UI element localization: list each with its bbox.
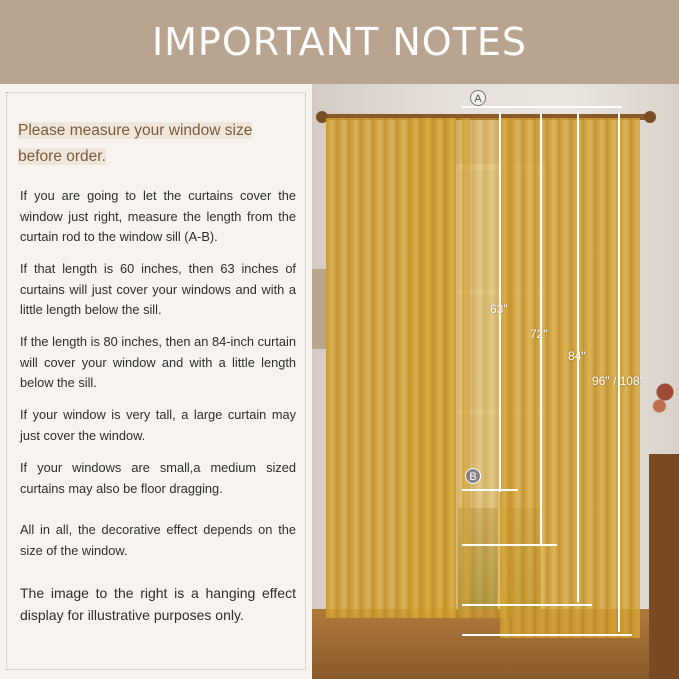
- right-curtain-sheer-edge: [462, 118, 512, 618]
- measure-line-96-108: [618, 112, 620, 632]
- page-title: IMPORTANT NOTES: [151, 20, 528, 64]
- marker-b: B: [465, 468, 481, 484]
- flower-vase: [651, 364, 679, 434]
- subheading-line-2: before order.: [18, 148, 106, 165]
- measure-line-floor: [462, 634, 632, 636]
- rod-finial-right: [644, 111, 656, 123]
- measure-line-top: [462, 106, 622, 108]
- notes-subheading: [18, 118, 303, 170]
- note-paragraph: If your window is very tall, a large curtain may just cover the window.: [20, 407, 296, 443]
- measure-line-sill: [462, 489, 518, 491]
- measure-line-72-end: [462, 544, 557, 546]
- notes-panel: [0, 84, 312, 679]
- label-72: 72": [530, 327, 548, 341]
- subheading-line-1: Please measure your window size: [18, 122, 253, 139]
- note-paragraph: The image to the right is a hanging effect display for illustrative purposes only.: [20, 585, 296, 623]
- label-96-108: 96" / 108": [592, 374, 644, 388]
- note-paragraph: If the length is 80 inches, then an 84-inch curtain will cover your window and with a little length below the sill.: [20, 334, 296, 390]
- note-paragraph: If your windows are small,a medium sized curtains may also be floor dragging.: [20, 460, 296, 496]
- header-banner: [0, 0, 679, 84]
- curtain-photo: [312, 84, 679, 679]
- note-paragraph: If you are going to let the curtains cover the window just right, measure the length from the curtain rod to the window sill (A-B).: [20, 188, 296, 244]
- left-curtain-sheer-edge: [410, 118, 470, 618]
- label-84: 84": [568, 349, 586, 363]
- label-63: 63": [490, 302, 508, 316]
- marker-a: A: [470, 90, 486, 106]
- note-paragraph: If that length is 60 inches, then 63 inches of curtains will just cover your windows and with a little length below the sill.: [20, 261, 296, 317]
- wall-picture-frame: [312, 269, 326, 349]
- side-cabinet: [649, 454, 679, 679]
- measure-line-84-end: [462, 604, 592, 606]
- note-paragraph: All in all, the decorative effect depends on the size of the window.: [20, 522, 296, 558]
